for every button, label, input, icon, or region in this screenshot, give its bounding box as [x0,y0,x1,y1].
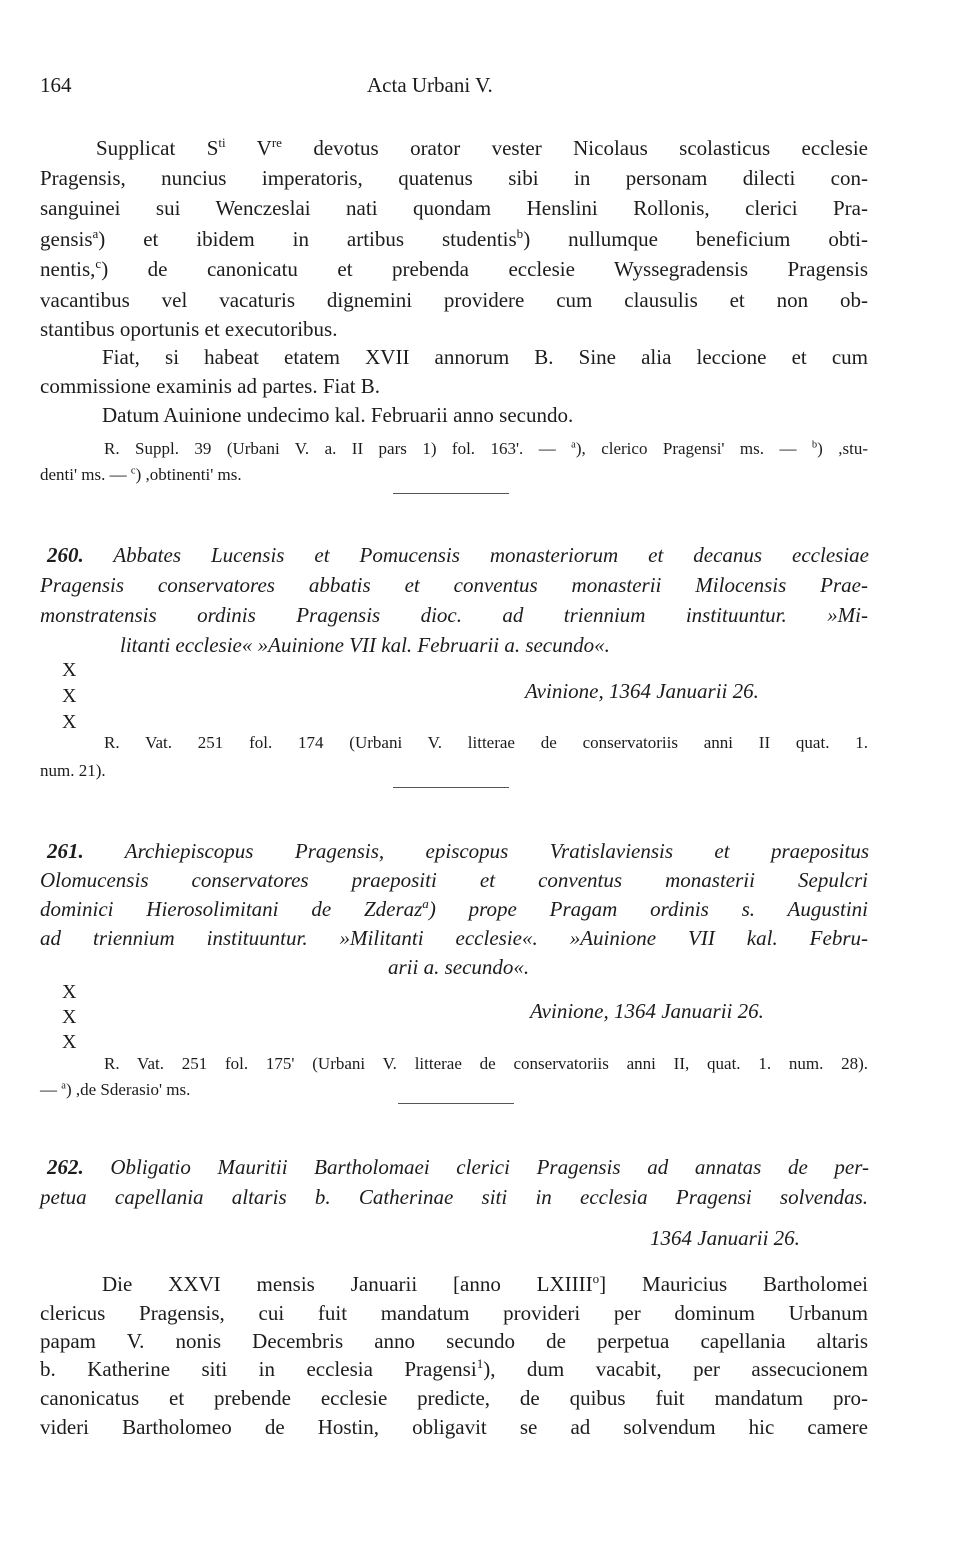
seal-mark: X [62,659,77,681]
entry259-line-6: vacantibus vel vacaturis dignemini providere cum clausulis et non ob- [40,288,868,312]
entry260-footnote-2: num. 21). [40,761,106,780]
entry262-line-3: Die XXVI mensis Januarii [anno LXIIII$^o$] Mauricius Bartholomei [102,1271,868,1296]
entry259-line-5: nentis,$^c$) de canonicatu et prebenda ecclesie Wyssegradensis Pragensis [40,256,868,281]
entry259-line-7: stantibus oportunis et executoribus. [40,317,338,341]
entry260-footnote-1: R. Vat. 251 fol. 174 (Urbani V. litterae de conservatoriis anni II quat. 1. [104,733,868,752]
entry260-date: Avinione, 1364 Januarii 26. [525,679,759,703]
entry260-line-4: litanti ecclesie« »Auinione VII kal. Februarii a. secundo«. [120,633,610,657]
entry261-date: Avinione, 1364 Januarii 26. [530,999,764,1023]
entry261-line-2: Olomucensis conservatores praepositi et conventus monasterii Sepulcri [40,868,868,892]
entry260-line-2: Pragensis conservatores abbatis et conventus monasterii Milocensis Prae- [40,573,868,597]
separator-rule [398,1103,514,1104]
entry262-line-4: clericus Pragensis, cui fuit mandatum provideri per dominum Urbanum [40,1301,868,1325]
entry261-line-4: ad triennium instituuntur. »Militanti ecclesie«. »Auinione VII kal. Febru- [40,926,868,950]
entry259-line-8: Fiat, si habeat etatem XVII annorum B. Sine alia leccione et cum [102,345,868,369]
entry262-line-8: videri Bartholomeo de Hostin, obligavit se ad solvendum hic camere [40,1415,868,1439]
entry262-line-1: 262. Obligatio Mauritii Bartholomaei clerici Pragensis ad annatas de per- [47,1155,870,1179]
seal-mark: X [62,1006,77,1028]
entry259-line-2: Pragensis, nuncius imperatoris, quatenus sibi in personam dilecti con- [40,166,868,190]
entry261-line-3: dominici Hierosolimitani de Zderaz$^a$) prope Pragam ordinis s. Augustini [40,896,868,921]
entry262-line-7: canonicatus et prebende ecclesie predicte, de quibus fuit mandatum pro- [40,1386,868,1410]
entry259-footnote-2: denti' ms. — $^c$) ,obtinenti' ms. [40,465,242,484]
entry261-footnote-1: R. Vat. 251 fol. 175' (Urbani V. litterae de conservatoriis anni II, quat. 1. num. 28). [104,1054,868,1073]
entry260-number: 260. [47,543,84,567]
entry262-line-5: papam V. nonis Decembris anno secundo de perpetua capellania altaris [40,1329,868,1353]
entry262-number: 262. [47,1155,84,1179]
entry259-line-9: commissione examinis ad partes. Fiat B. [40,374,381,398]
seal-mark: X [62,981,77,1003]
seal-mark: X [62,711,77,733]
entry260-line-3: monstratensis ordinis Pragensis dioc. ad triennium instituuntur. »Mi- [40,603,868,627]
entry260-line-1: 260. Abbates Lucensis et Pomucensis monasteriorum et decanus ecclesiae [47,543,869,567]
entry261-footnote-2: — $^a$) ,de Sderasio' ms. [40,1080,191,1099]
entry261-number: 261. [47,839,84,863]
entry261-line-5: arii a. secundo«. [388,955,530,979]
entry259-line-4: gensis$^a$) et ibidem in artibus studentis$^b$) nullumque beneficium obti- [40,226,868,251]
entry259-footnote-1: R. Suppl. 39 (Urbani V. a. II pars 1) fol. 163'. — $^a$), clerico Pragensi' ms. — $^b$) ,stu- [104,439,869,458]
entry261-line-1: 261. Archiepiscopus Pragensis, episcopus Vratislaviensis et praepositus [47,839,870,863]
separator-rule [393,787,509,788]
seal-mark: X [62,1031,77,1053]
seal-mark: X [62,685,77,707]
page-number: 164 [40,73,72,97]
entry262-line-2: petua capellania altaris b. Catherinae siti in ecclesia Pragensi solvendas. [40,1185,868,1209]
entry262-date: 1364 Januarii 26. [650,1226,800,1250]
separator-rule [393,493,509,494]
entry259-line-10: Datum Auinione undecimo kal. Februarii anno secundo. [102,403,574,427]
running-title: Acta Urbani V. [367,73,493,97]
entry259-line-3: sanguinei sui Wenczeslai nati quondam Henslini Rollonis, clerici Pra- [40,196,868,220]
entry259-line-1: Supplicat $S^{ti}$ Vre devotus orator vester Nicolaus scolasticus ecclesie [96,135,868,160]
entry262-line-6: b. Katherine siti in ecclesia Pragensi$^1$), dum vacabit, per assecucionem [40,1356,868,1381]
